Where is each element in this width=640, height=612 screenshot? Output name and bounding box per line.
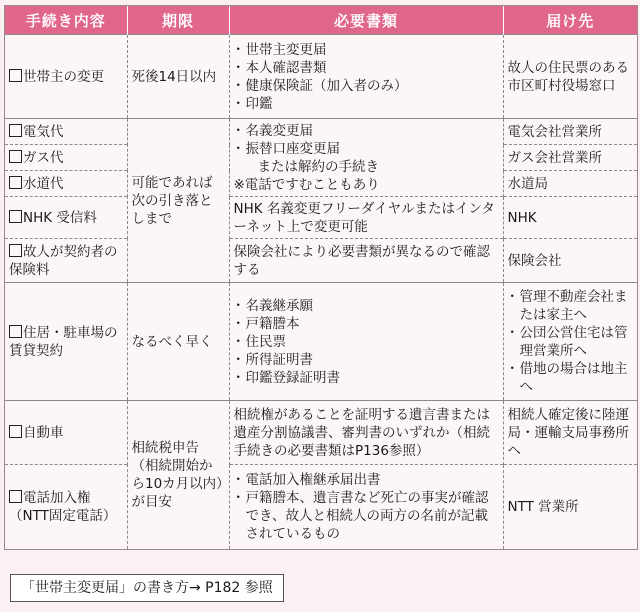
reference-note: 「世帯主変更届」の書き方→ P182 参照 <box>10 574 284 602</box>
procedure-cell: 故人が契約者の保険料 <box>5 239 127 283</box>
list-item: ・ 名義継承願 <box>234 297 499 315</box>
list-item: ・ 振替口座変更届 <box>234 140 499 158</box>
documents-cell: NHK 名義変更フリーダイヤルまたはインターネット上で変更可能 <box>229 197 503 239</box>
table-row <box>5 35 637 119</box>
documents-cell <box>229 283 503 401</box>
checkbox[interactable] <box>9 210 22 223</box>
header-deadline: 期限 <box>127 6 229 35</box>
checkbox[interactable] <box>9 176 22 189</box>
documents-cell: 相続権があることを証明する遺言書または遺産分割協議書、審判書のいずれか（相続手続きの必要書類はP136参照） <box>229 401 503 465</box>
documents-cell <box>229 119 503 197</box>
table-row <box>5 465 637 549</box>
procedure-cell: NHK 受信料 <box>5 197 127 239</box>
list-item: ・ 借地の場合は地主へ <box>508 360 634 396</box>
procedure-cell: 住居・駐車場の賃貸契約 <box>5 283 127 401</box>
table-row <box>5 239 637 283</box>
table-row <box>5 401 637 465</box>
checkbox[interactable] <box>9 150 22 163</box>
procedure-cell: 水道代 <box>5 171 127 197</box>
list-item: ・ 所得証明書 <box>234 351 499 369</box>
list-item: ・ 名義変更届 <box>234 122 499 140</box>
checkbox[interactable] <box>9 244 22 257</box>
procedure-cell: 電気代 <box>5 119 127 145</box>
list-item: ・ 戸籍謄本 <box>234 315 499 333</box>
list-item: ・ 印鑑 <box>234 95 499 113</box>
table-row <box>5 283 637 401</box>
list-item: ・ 公団公営住宅は管理営業所へ <box>508 324 634 360</box>
list-subitem: または解約の手続き <box>257 158 379 175</box>
list-item: ・ 管理不動産会社または家主へ <box>508 288 634 324</box>
procedure-table <box>4 5 638 550</box>
destination-cell <box>503 283 637 401</box>
list-item: ・ 本人確認書類 <box>234 59 499 77</box>
documents-cell: 保険会社により必要書類が異なるので確認する <box>229 239 503 283</box>
checkbox[interactable] <box>9 490 22 503</box>
documents-cell <box>229 465 503 549</box>
header-documents: 必要書類 <box>229 6 503 35</box>
header-procedure: 手続き内容 <box>5 6 127 35</box>
header-row <box>5 6 637 35</box>
list-item: ・ 戸籍謄本、遺言書など死亡の事実が確認でき、故人と相続人の両方の名前が記載されているもの <box>234 489 499 543</box>
checkbox[interactable] <box>9 124 22 137</box>
checkbox[interactable] <box>9 325 22 338</box>
procedure-cell: 自動車 <box>5 401 127 465</box>
checkbox[interactable] <box>9 69 22 82</box>
deadline-cell: 可能であれば次の引き落としまで <box>127 119 229 283</box>
list-item: ・ 印鑑登録証明書 <box>234 369 499 387</box>
destination-cell: 保険会社 <box>503 239 637 283</box>
deadline-cell: 相続税申告（相続開始から10カ月以内）が目安 <box>127 401 229 549</box>
list-item: ・ 健康保険証（加入者のみ） <box>234 77 499 95</box>
destination-cell: NTT 営業所 <box>503 465 637 549</box>
deadline-cell: なるべく早く <box>127 283 229 401</box>
table-row <box>5 197 637 239</box>
checkbox[interactable] <box>9 425 22 438</box>
deadline-cell: 死後14日以内 <box>127 35 229 119</box>
destination-cell: 電気会社営業所 <box>503 119 637 145</box>
destination-cell: NHK <box>503 197 637 239</box>
procedure-cell: ガス代 <box>5 145 127 171</box>
destination-cell: ガス会社営業所 <box>503 145 637 171</box>
note-text: ※電話ですむこともあり <box>233 176 380 193</box>
destination-cell: 故人の住民票のある市区町村役場窓口 <box>503 35 637 119</box>
list-item: ・ 電話加入権継承届出書 <box>234 471 499 489</box>
destination-cell: 水道局 <box>503 171 637 197</box>
documents-cell <box>229 35 503 119</box>
table-row <box>5 119 637 145</box>
list-item: ・ 住民票 <box>234 333 499 351</box>
list-item: ・ 世帯主変更届 <box>234 41 499 59</box>
procedure-cell: 電話加入権（NTT固定電話） <box>5 465 127 549</box>
destination-cell: 相続人確定後に陸運局・運輸支局事務所へ <box>503 401 637 465</box>
header-destination: 届け先 <box>503 6 637 35</box>
procedure-cell: 世帯主の変更 <box>5 35 127 119</box>
